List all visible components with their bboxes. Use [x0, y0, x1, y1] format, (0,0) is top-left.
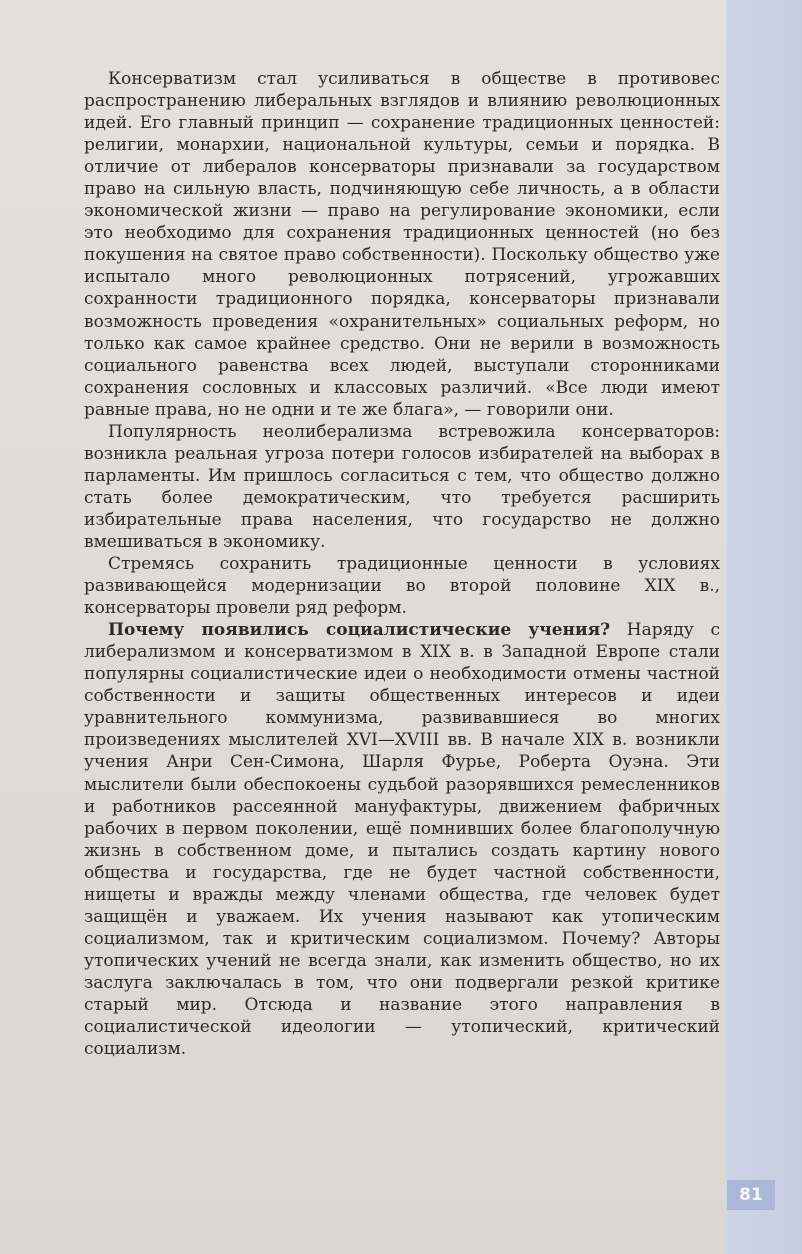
- page-margin-strip: [726, 0, 802, 1254]
- page-number: 81: [727, 1180, 775, 1210]
- paragraph-neoliberalism: Популярность неолиберализма встревожила консерваторов: возникла реальная угроза потери голосов избирателей на выборах в парламенты. Им пришлось согласиться с тем, что общество должно стать более демократическим, что требуется расширить избирательные права населения, что государство не должно вмешиваться в экономику.: [84, 421, 720, 552]
- paragraph-socialism: [84, 619, 720, 1060]
- section-body: Наряду с либерализмом и консерватизмом в XIX в. в Западной Европе стали популярны социалистические идеи о необходимости отмены частной собственности и защиты общественных интересов и идеи уравнительного коммунизма, развивавшиеся во многих произведениях мыслителей XVI—XVIII вв. В начале XIX в. возникли учения Анри Сен-Симона, Шарля Фурье, Роберта Оуэна. Эти мыслители были обеспокоены судьбой разорявшихся ремесленников и работников рассеянной мануфактуры, движением фабричных рабочих в первом поколении, ещё помнивших более благополучную жизнь в собственном доме, и пытались создать картину нового общества и государства, где не будет частной собственности, нищеты и вражды между членами общества, где человек будет защищён и уважаем. Их учения называют как утопическим социализмом, так и критическим социализмом. Почему? Авторы утопических учений не всегда знали, как изменить общество, но их заслуга заключалась в том, что они подвергали резкой критике старый мир. Отсюда и название этого направления в социалистической идеологии — утопический, критический социализм.: [84, 620, 720, 1060]
- paragraph-conservatism: Консерватизм стал усиливаться в обществе в противовес распространению либеральных взглядов и влиянию революционных идей. Его главный принцип — сохранение традиционных ценностей: религии, монархии, национальной культуры, семьи и порядка. В отличие от либералов консерваторы признавали за государством право на сильную власть, подчиняющую себе личность, а в области экономической жизни — право на регулирование экономики, если это необходимо для сохранения традиционных ценностей (но без покушения на святое право собственности). Поскольку общество уже испытало много революционных потрясений, угрожавших сохранности традиционного порядка, консерваторы признавали возможность проведения «охранительных» социальных реформ, но только как самое крайнее средство. Они не верили в возможность социального равенства всех людей, выступали сторонниками сохранения сословных и классовых различий. «Все люди имеют равные права, но не одни и те же блага», — говорили они.: [84, 69, 720, 420]
- paragraph-reforms: Стремясь сохранить традиционные ценности в условиях развивающейся модернизации во второй половине XIX в., консерваторы провели ряд реформ.: [84, 554, 720, 619]
- section-question: Почему появились социалистические учения?: [108, 620, 611, 641]
- page-text: [84, 68, 720, 1060]
